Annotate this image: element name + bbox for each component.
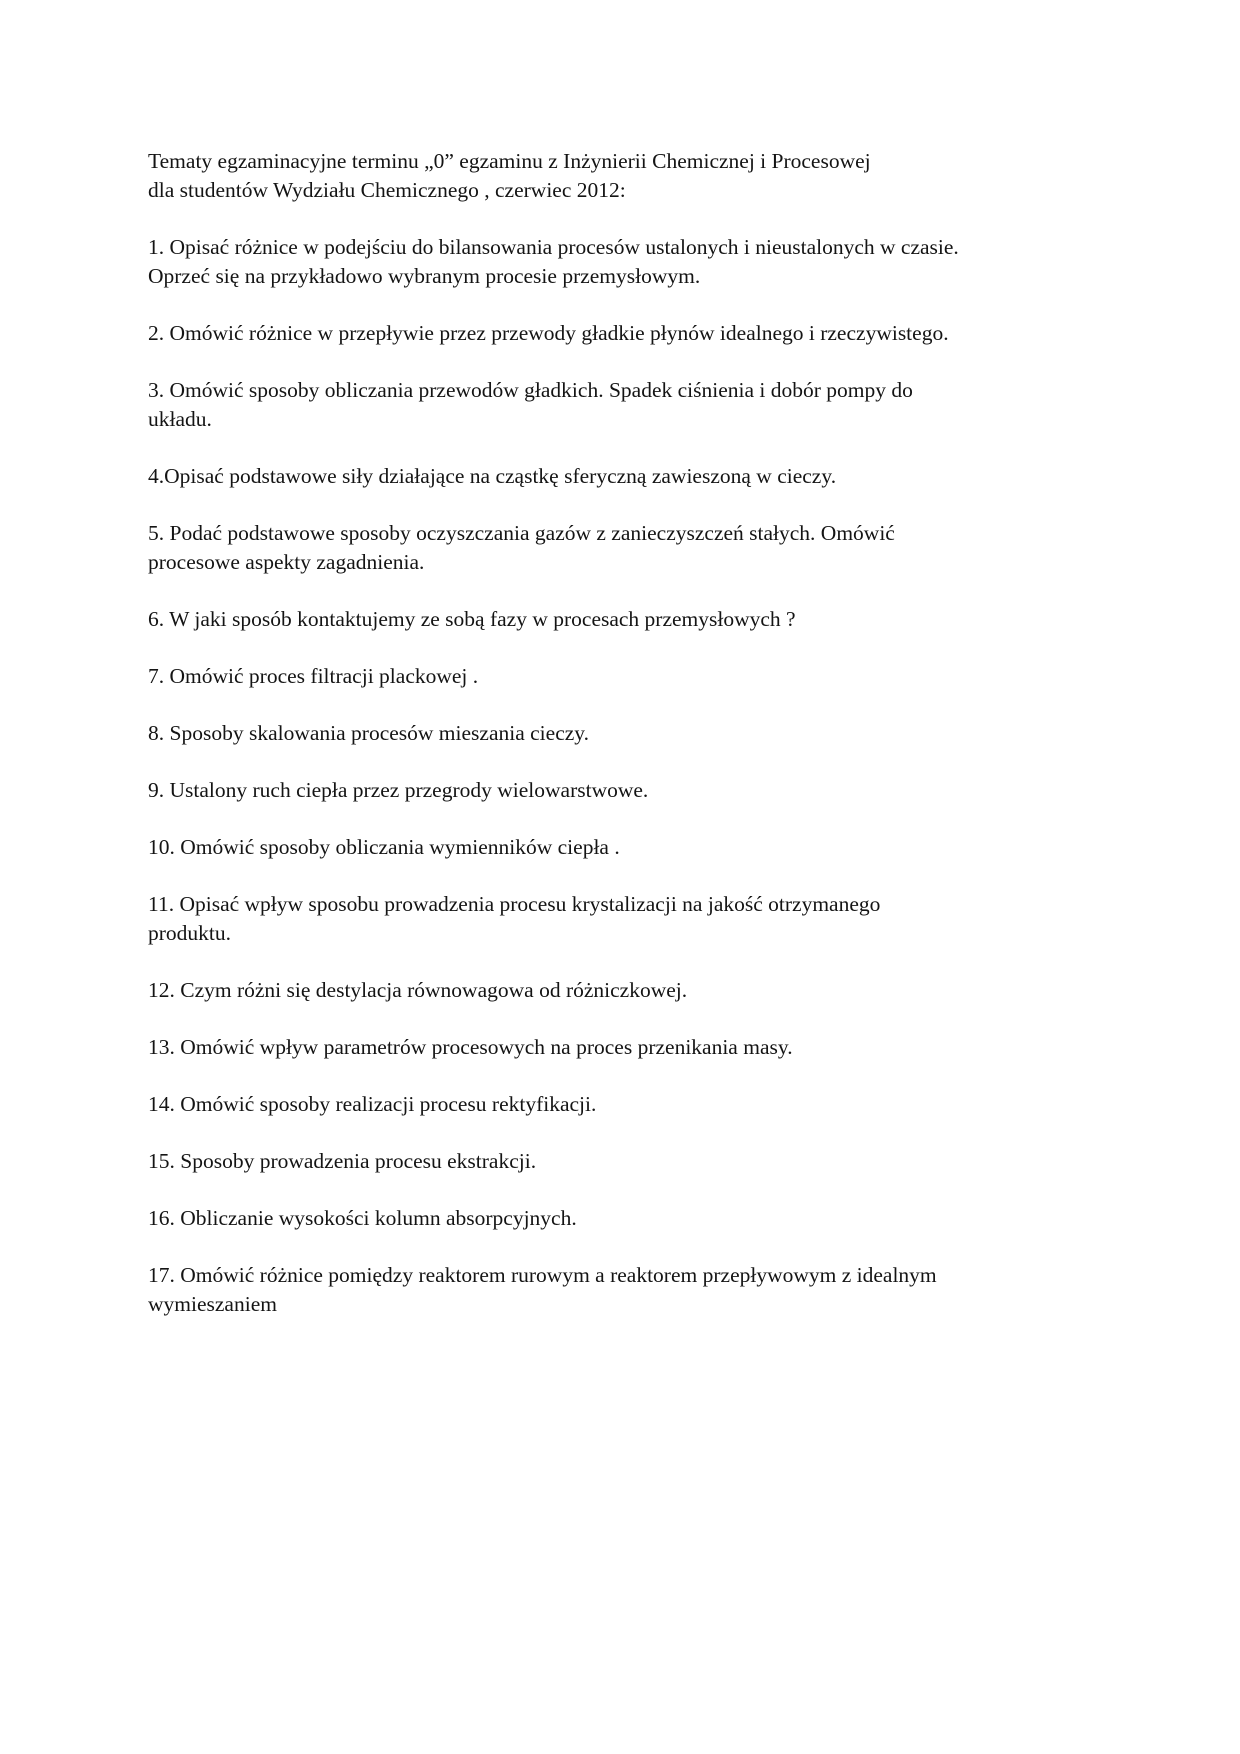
topic-line: 4.Opisać podstawowe siły działające na cząstkę sferyczną zawieszoną w cieczy. — [148, 464, 837, 488]
topic-line: 14. Omówić sposoby realizacji procesu rektyfikacji. — [148, 1092, 597, 1116]
topic-item — [148, 976, 1098, 1005]
topic-line: układu. — [148, 407, 212, 431]
topic-item — [148, 1261, 1098, 1319]
topic-line: 13. Omówić wpływ parametrów procesowych na proces przenikania masy. — [148, 1035, 793, 1059]
topic-line: produktu. — [148, 921, 232, 945]
topic-line: 2. Omówić różnice w przepływie przez przewody gładkie płynów idealnego i rzeczywistego. — [148, 321, 949, 345]
topic-line: 9. Ustalony ruch ciepła przez przegrody wielowarstwowe. — [148, 778, 649, 802]
topic-line: 1. Opisać różnice w podejściu do bilansowania procesów ustalonych i nieustalonych w czasie. — [148, 235, 959, 259]
heading-line-1: Tematy egzaminacyjne terminu „0” egzaminu z Inżynierii Chemicznej i Procesowej — [148, 149, 871, 173]
topic-line: 15. Sposoby prowadzenia procesu ekstrakcji. — [148, 1149, 537, 1173]
topic-line: 10. Omówić sposoby obliczania wymienników ciepła . — [148, 835, 620, 859]
topic-line: 8. Sposoby skalowania procesów mieszania cieczy. — [148, 721, 590, 745]
topic-line: 12. Czym różni się destylacja równowagowa od różniczkowej. — [148, 978, 688, 1002]
heading-line-2: dla studentów Wydziału Chemicznego , czerwiec 2012: — [148, 178, 626, 202]
topic-item — [148, 833, 1098, 862]
topic-item — [148, 1204, 1098, 1233]
topic-line: 3. Omówić sposoby obliczania przewodów gładkich. Spadek ciśnienia i dobór pompy do — [148, 378, 913, 402]
topic-item — [148, 1147, 1098, 1176]
topic-line: 11. Opisać wpływ sposobu prowadzenia procesu krystalizacji na jakość otrzymanego — [148, 892, 881, 916]
topic-item — [148, 1033, 1098, 1062]
topic-line: 6. W jaki sposób kontaktujemy ze sobą fazy w procesach przemysłowych ? — [148, 607, 796, 631]
topic-item — [148, 519, 1098, 577]
topic-line: procesowe aspekty zagadnienia. — [148, 550, 425, 574]
topics-list — [148, 233, 1098, 1319]
document-body — [148, 147, 1098, 1347]
topic-line: 16. Obliczanie wysokości kolumn absorpcyjnych. — [148, 1206, 577, 1230]
topic-item — [148, 319, 1098, 348]
topic-item — [148, 719, 1098, 748]
topic-item — [148, 890, 1098, 948]
topic-item — [148, 376, 1098, 434]
document-heading — [148, 147, 1098, 205]
topic-line: wymieszaniem — [148, 1292, 277, 1316]
topic-line: 5. Podać podstawowe sposoby oczyszczania gazów z zanieczyszczeń stałych. Omówić — [148, 521, 895, 545]
topic-item — [148, 1090, 1098, 1119]
topic-line: Oprzeć się na przykładowo wybranym procesie przemysłowym. — [148, 264, 701, 288]
topic-item — [148, 605, 1098, 634]
topic-item — [148, 233, 1098, 291]
topic-item — [148, 662, 1098, 691]
topic-item — [148, 462, 1098, 491]
topic-line: 7. Omówić proces filtracji plackowej . — [148, 664, 479, 688]
topic-item — [148, 776, 1098, 805]
topic-line: 17. Omówić różnice pomiędzy reaktorem rurowym a reaktorem przepływowym z idealnym — [148, 1263, 937, 1287]
